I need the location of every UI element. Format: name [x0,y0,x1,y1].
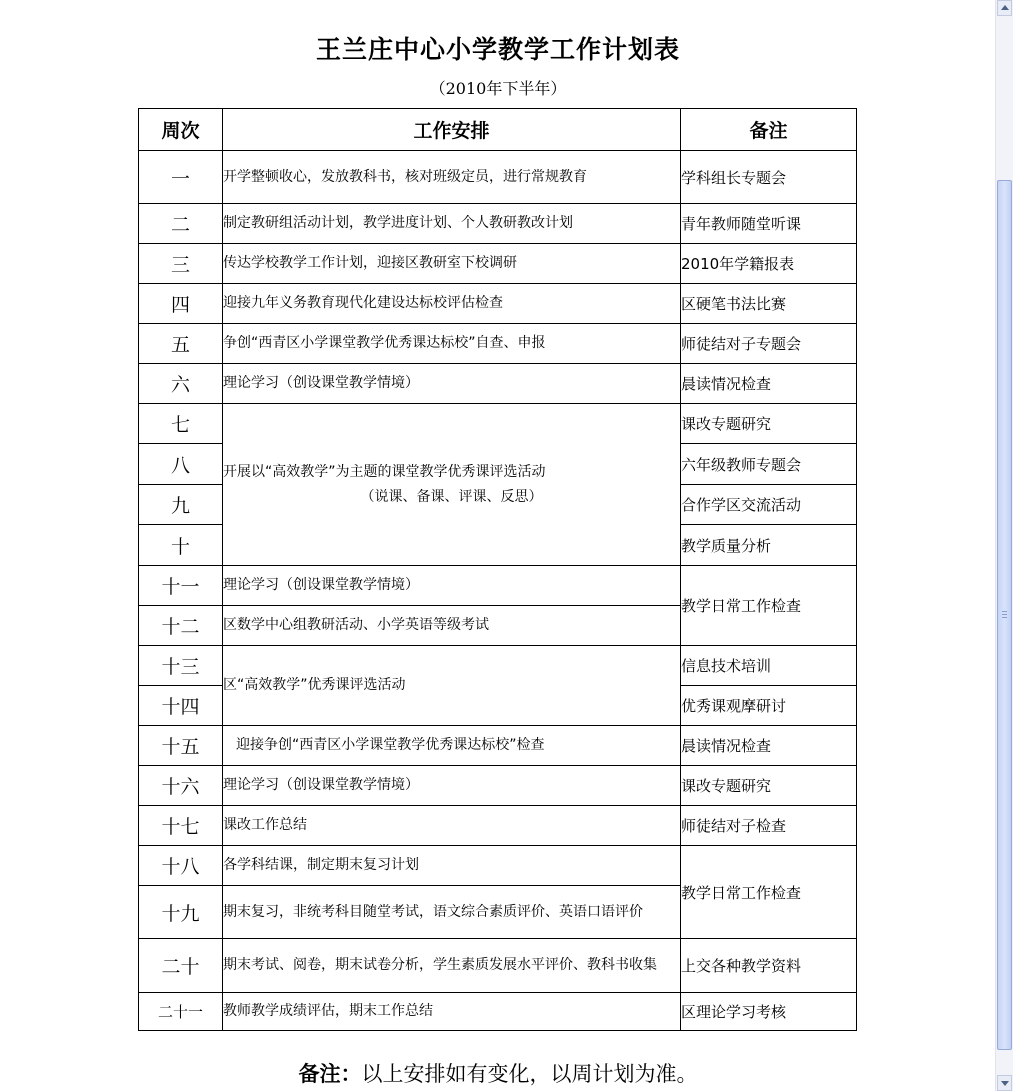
note-cell: 信息技术培训 [681,646,857,686]
table-row [139,939,857,993]
document-title: 王兰庄中心小学教学工作计划表 [315,35,680,64]
table-row [139,151,857,204]
week-cell: 四 [139,284,223,324]
week-cell: 十八 [139,846,223,886]
task-cell: 各学科结课，制定期末复习计划 [223,846,681,886]
grip-icon [1002,614,1007,615]
week-cell: 十六 [139,766,223,806]
scroll-up-button[interactable] [997,0,1012,16]
note-cell: 优秀课观摩研讨 [681,686,857,726]
note-cell: 课改专题研究 [681,766,857,806]
note-cell: 晨读情况检查 [681,726,857,766]
week-cell: 十三 [139,646,223,686]
table-row [139,364,857,404]
table-row [139,846,857,886]
task-cell: 迎接九年义务教育现代化建设达标校评估检查 [223,284,681,324]
task-cell: 理论学习（创设课堂教学情境） [223,364,681,404]
week-cell: 十一 [139,566,223,606]
week-cell: 十二 [139,606,223,646]
table-row [139,726,857,766]
week-cell: 十九 [139,886,223,939]
table-row [139,324,857,364]
header-week: 周次 [139,109,223,151]
task-cell: 理论学习（创设课堂教学情境） [223,566,681,606]
grip-icon [1002,611,1007,612]
week-cell: 八 [139,444,223,485]
document-subtitle: （2010年下半年） [429,79,567,98]
table-row [139,993,857,1031]
grip-icon [1002,617,1007,618]
note-cell-merged: 教学日常工作检查 [681,566,857,646]
note-cell: 六年级教师专题会 [681,444,857,485]
table-row [139,806,857,846]
table-row [139,244,857,284]
scrollbar-thumb[interactable] [997,180,1012,1050]
note-cell: 合作学区交流活动 [681,485,857,525]
remark-label: 备注： [298,1062,362,1086]
task-cell: 迎接争创“西青区小学课堂教学优秀课达标校”检查 [223,726,681,766]
note-cell: 师徒结对子专题会 [681,324,857,364]
week-cell: 二 [139,204,223,244]
task-cell: 开学整顿收心，发放教科书，核对班级定员，进行常规教育 [223,151,681,204]
task-cell-merged [223,404,681,566]
note-cell: 课改专题研究 [681,404,857,444]
task-cell: 期末考试、阅卷，期末试卷分析，学生素质发展水平评价、教科书收集 [223,939,681,993]
table-row [139,204,857,244]
week-cell: 十五 [139,726,223,766]
scroll-down-button[interactable] [997,1075,1012,1091]
plan-table [138,108,857,1031]
table-row [139,766,857,806]
week-cell: 二十一 [139,993,223,1031]
week-cell: 六 [139,364,223,404]
table-row [139,284,857,324]
task-cell: 争创“西青区小学课堂教学优秀课达标校”自查、申报 [223,324,681,364]
note-cell: 教学质量分析 [681,525,857,566]
week-cell: 二十 [139,939,223,993]
task-cell: 区数学中心组教研活动、小学英语等级考试 [223,606,681,646]
table-row [139,404,857,444]
week-cell: 十 [139,525,223,566]
table-row [139,566,857,606]
note-cell: 晨读情况检查 [681,364,857,404]
task-cell: 传达学校教学工作计划，迎接区教研室下校调研 [223,244,681,284]
header-note: 备注 [681,109,857,151]
task-cell: 教师教学成绩评估，期末工作总结 [223,993,681,1031]
vertical-scrollbar[interactable] [995,0,1013,1091]
note-cell: 2010年学籍报表 [681,244,857,284]
remark-line [0,1058,996,1088]
note-cell: 区硬笔书法比赛 [681,284,857,324]
table-row [139,646,857,686]
week-cell: 九 [139,485,223,525]
arrow-down-icon [1001,1081,1009,1086]
header-task: 工作安排 [223,109,681,151]
arrow-up-icon [1001,5,1009,10]
note-cell: 学科组长专题会 [681,151,857,204]
task-cell: 制定教研组活动计划，教学进度计划、个人教研教改计划 [223,204,681,244]
week-cell: 十四 [139,686,223,726]
week-cell: 十七 [139,806,223,846]
task-cell-merged: 区“高效教学”优秀课评选活动 [223,646,681,726]
note-cell: 区理论学习考核 [681,993,857,1031]
table-header-row [139,109,857,151]
remark-text: 以上安排如有变化，以周计划为准。 [361,1062,698,1086]
task-cell: 课改工作总结 [223,806,681,846]
note-cell: 上交各种教学资料 [681,939,857,993]
note-cell: 师徒结对子检查 [681,806,857,846]
week-cell: 三 [139,244,223,284]
week-cell: 七 [139,404,223,444]
week-cell: 五 [139,324,223,364]
task-line: （说课、备课、评课、反思） [360,488,543,505]
task-cell: 期末复习，非统考科目随堂考试，语文综合素质评价、英语口语评价 [223,886,681,939]
task-line: 开展以“高效教学”为主题的课堂教学优秀课评选活动 [223,463,546,480]
task-cell: 理论学习（创设课堂教学情境） [223,766,681,806]
note-cell-merged: 教学日常工作检查 [681,846,857,939]
week-cell: 一 [139,151,223,204]
note-cell: 青年教师随堂听课 [681,204,857,244]
